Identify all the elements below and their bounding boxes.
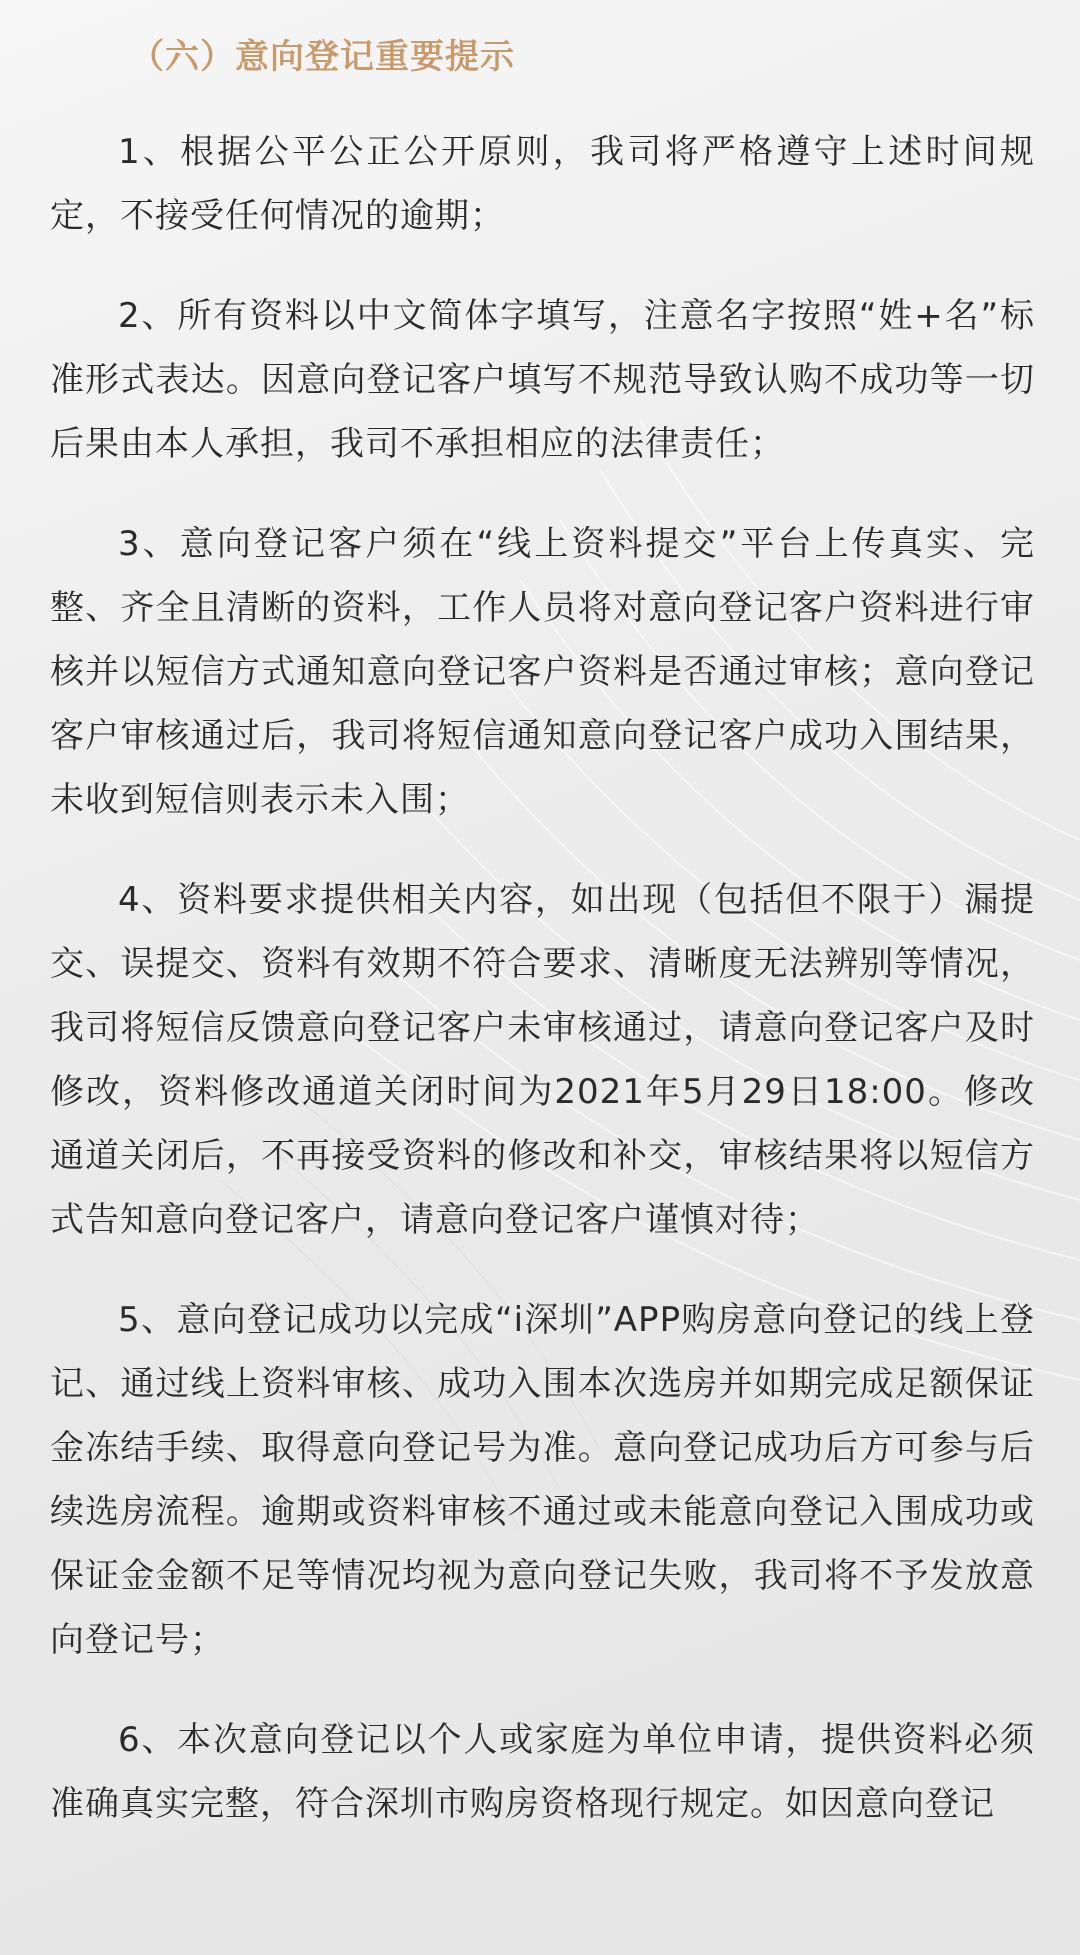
notice-item-5: 5、意向登记成功以完成“i深圳”APP购房意向登记的线上登记、通过线上资料审核、成功入围本次选房并如期完成足额保证金冻结手续、取得意向登记号为准。意向登记成功后方可参与后续选房流程。逾期或资料审核不通过或未能意向登记入围成功或保证金金额不足等情况均视为意向登记失败，我司将不予发放意向登记号； xyxy=(50,1300,1035,1660)
notice-item-1: 1、根据公平公正公开原则，我司将严格遵守上述时间规定，不接受任何情况的逾期； xyxy=(50,132,1035,236)
notice-item-4: 4、资料要求提供相关内容，如出现（包括但不限于）漏提交、误提交、资料有效期不符合要求、清晰度无法辨别等情况，我司将短信反馈意向登记客户未审核通过，请意向登记客户及时修改，资料修改通道关闭时间为2021年5月29日18:00。修改通道关闭后，不再接受资料的修改和补交，审核结果将以短信方式告知意向登记客户，请意向登记客户谨慎对待； xyxy=(50,880,1035,1240)
notice-item-3: 3、意向登记客户须在“线上资料提交”平台上传真实、完整、齐全且清断的资料，工作人员将对意向登记客户资料进行审核并以短信方式通知意向登记客户资料是否通过审核；意向登记客户审核通过后，我司将短信通知意向登记客户成功入围结果，未收到短信则表示未入围； xyxy=(50,524,1035,820)
notice-item-6: 6、本次意向登记以个人或家庭为单位申请，提供资料必须准确真实完整，符合深圳市购房资格现行规定。如因意向登记 xyxy=(50,1720,1035,1824)
notice-item-2: 2、所有资料以中文简体字填写，注意名字按照“姓+名”标准形式表达。因意向登记客户填写不规范导致认购不成功等一切后果由本人承担，我司不承担相应的法律责任； xyxy=(50,296,1035,464)
notice-content xyxy=(50,28,1035,1872)
section-title: （六）意向登记重要提示 xyxy=(130,37,515,77)
